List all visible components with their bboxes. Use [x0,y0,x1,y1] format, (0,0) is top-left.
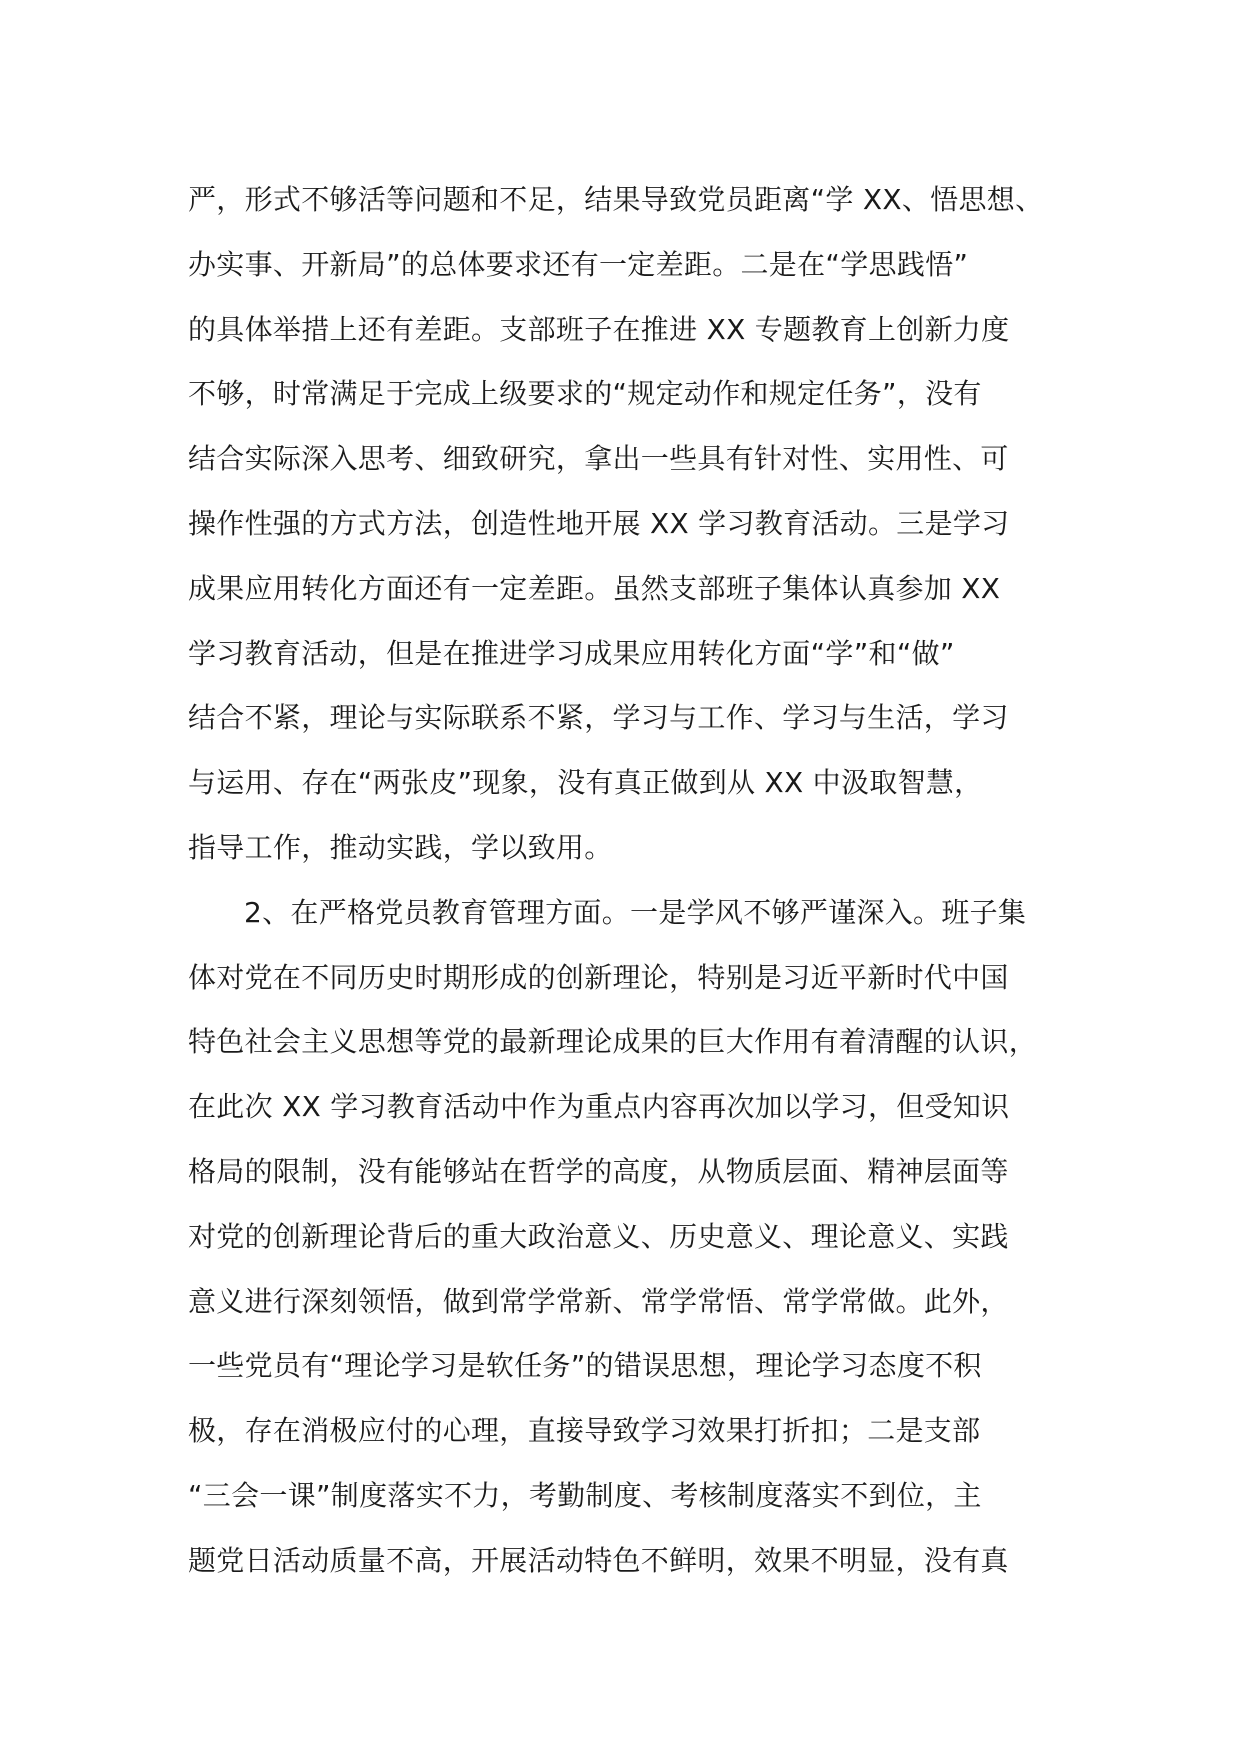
text-line: 操作性强的方式方法，创造性地开展 XX 学习教育活动。三是学习 [188,506,1010,540]
text-line: 格局的限制，没有能够站在哲学的高度，从物质层面、精神层面等 [188,1154,1009,1188]
text-line: 在此次 XX 学习教育活动中作为重点内容再次加以学习，但受知识 [188,1090,1010,1124]
text-line: 意义进行深刻领悟，做到常学常新、常学常悟、常学常做。此外， [188,1284,1009,1318]
text-line: 学习教育活动，但是在推进学习成果应用转化方面“学”和“做” [188,636,955,670]
text-line: “三会一课”制度落实不力，考勤制度、考核制度落实不到位，主 [188,1478,982,1512]
text-line: 体对党在不同历史时期形成的创新理论，特别是习近平新时代中国 [188,960,1009,994]
body-text [188,168,1068,1594]
text-line: 结合不紧，理论与实际联系不紧，学习与工作、学习与生活，学习 [188,701,1009,735]
paragraph-start-line: 2、在严格党员教育管理方面。一是学风不够严谨深入。班子集 [244,895,1027,929]
text-line: 对党的创新理论背后的重大政治意义、历史意义、理论意义、实践 [188,1219,1009,1253]
text-line: 极，存在消极应付的心理，直接导致学习效果打折扣；二是支部 [188,1414,981,1448]
text-line: 严，形式不够活等问题和不足，结果导致党员距离“学 XX、悟思想、 [188,183,1044,216]
text-line: 的具体举措上还有差距。支部班子在推进 XX 专题教育上创新力度 [188,312,1010,346]
text-line: 办实事、开新局”的总体要求还有一定差距。二是在“学思践悟” [188,247,969,281]
text-line: 指导工作，推动实践，学以致用。 [188,830,613,864]
text-line: 结合实际深入思考、细致研究，拿出一些具有针对性、实用性、可 [188,442,1009,476]
text-line: 成果应用转化方面还有一定差距。虽然支部班子集体认真参加 XX [188,571,1001,605]
text-line: 题党日活动质量不高，开展活动特色不鲜明，效果不明显，没有真 [188,1543,1009,1577]
text-line: 一些党员有“理论学习是软任务”的错误思想，理论学习态度不积 [188,1349,982,1383]
text-line: 不够，时常满足于完成上级要求的“规定动作和规定任务”，没有 [188,377,982,411]
text-line: 特色社会主义思想等党的最新理论成果的巨大作用有着清醒的认识， [188,1025,1038,1059]
text-line: 与运用、存在“两张皮”现象，没有真正做到从 XX 中汲取智慧， [188,766,983,800]
